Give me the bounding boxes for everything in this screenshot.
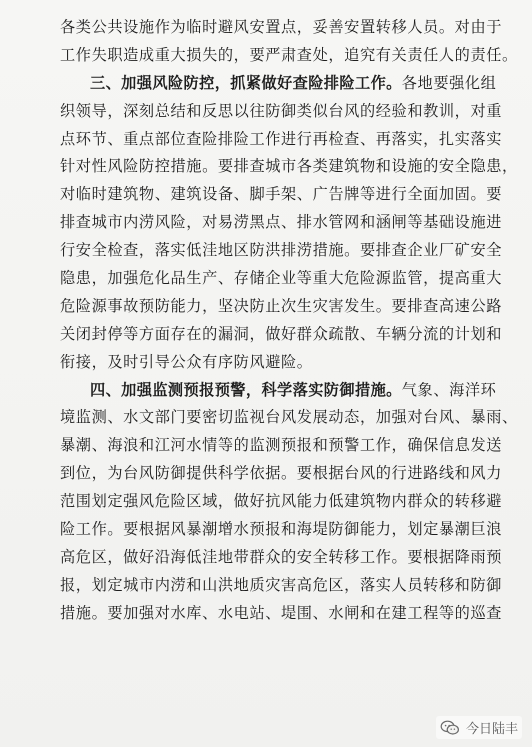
section-heading-line [60,70,497,98]
text-line: 各类公共设施作为临时避风安置点，妥善安置转移人员。对由于 [60,18,503,36]
text-line: 报，划定城市内涝和山洪地质灾害高危区，落实人员转移和防御 [60,575,503,594]
text-line: 行安全检查，落实低洼地区防洪排涝措施。要排查企业厂矿安全 [60,241,503,260]
document-body [60,14,518,628]
text-line: 险工作。要根据风暴潮增水预报和海堤防御能力，划定暴潮巨浪 [60,520,503,539]
section-heading: 三、加强风险防控，抓紧做好查险排险工作。 [90,73,402,92]
section-heading: 四、加强监测预报预警，科学落实防御措施。 [90,380,402,399]
text-line: 织领导，深刻总结和反思以往防御类似台风的经验和教训，对重 [60,101,503,120]
section-heading-line [60,377,497,405]
text-line: 隐患，加强危化品生产、存储企业等重大危险源监管，提高重大 [60,269,503,288]
text-line: 排查城市内涝风险，对易涝黑点、排水管网和涵闸等基础设施进 [60,213,503,232]
text-line: 工作失职造成重大损失的，要严肃查处，追究有关责任人的责任。 [60,45,518,64]
wechat-watermark [436,716,522,739]
text-run: 各地要强化组 [401,73,497,92]
wechat-icon [440,720,460,736]
text-line: 点环节、重点部位查险排险工作进行再检查、再落实，扎实落实 [60,129,503,148]
text-line: 衔接，及时引导公众有序防风避险。 [60,352,313,371]
text-line: 针对性风险防控措施。要排查城市各类建筑物和设施的安全隐患， [60,157,518,176]
text-line: 对临时建筑物、建筑设备、脚手架、广告牌等进行全面加固。要 [60,185,503,204]
text-line: 范围划定强风危险区域，做好抗风能力低建筑物内群众的转移避 [60,492,503,511]
text-line: 危险源事故预防能力，坚决防止次生灾害发生。要排查高速公路 [60,296,503,315]
text-run: 气象、海洋环 [401,380,497,399]
text-line: 境监测、水文部门要密切监视台风发展动态，加强对台风、暴雨、 [60,408,518,427]
text-line: 到位，为台风防御提供科学依据。要根据台风的行进路线和风力 [60,464,503,483]
text-line: 高危区，做好沿海低洼地带群众的安全转移工作。要根据降雨预 [60,547,503,566]
text-line: 措施。要加强对水库、水电站、堤围、水闸和在建工程等的巡查 [60,603,503,622]
text-line: 暴潮、海浪和江河水情等的监测预报和预警工作，确保信息发送 [60,436,503,455]
text-line: 关闭封停等方面存在的漏洞，做好群众疏散、车辆分流的计划和 [60,324,503,343]
watermark-text: 今日陆丰 [465,722,518,737]
